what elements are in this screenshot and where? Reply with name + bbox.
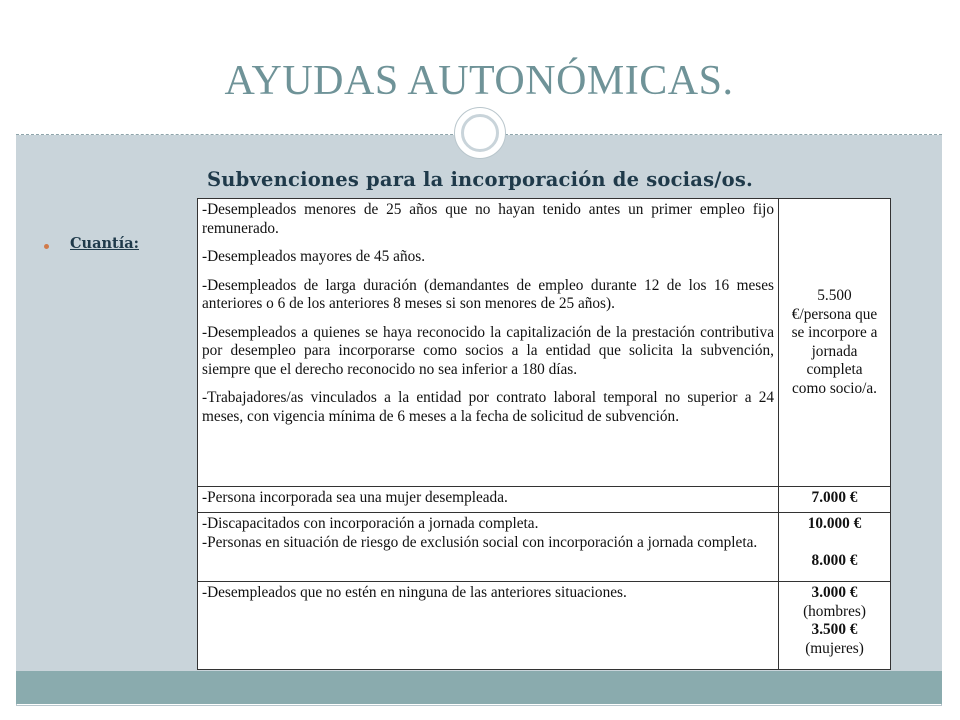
amount-text: 10.000 € <box>807 515 862 532</box>
amount-text: 5.500 <box>817 287 852 304</box>
amount-text: (mujeres) <box>805 639 864 657</box>
requirement-text: -Trabajadores/as vinculados a la entidad por contrato laboral temporal no superior a 24 meses, con vigencia mínima de 6 meses a la fecha de solicitud de subvención. <box>202 389 774 425</box>
amount-text: 3.500 € <box>811 621 858 638</box>
footer-band <box>16 671 942 704</box>
amount-text: como socio/a. <box>792 379 877 397</box>
cuantia-label: Cuantía: <box>70 235 139 252</box>
requirements-cell <box>198 199 779 487</box>
amount-text: se incorpore a <box>791 324 878 341</box>
amount-cell <box>779 513 891 582</box>
amount-text: 3.000 € <box>811 584 858 601</box>
amount-text: jornada <box>811 342 858 360</box>
table-row <box>198 582 891 670</box>
amount-text: €/persona que <box>791 305 878 323</box>
requirement-text: -Desempleados a quienes se haya reconocido la capitalización de la prestación contributiva por desempleo para incorporarse como socios a la entidad que solicita la subvención, siempre que el derecho reconocido no sea inferior a 180 días. <box>202 323 774 378</box>
requirement-text: -Desempleados mayores de 45 años. <box>202 248 426 265</box>
requirements-cell <box>198 487 779 513</box>
requirement-text: -Discapacitados con incorporación a jornada completa. <box>202 515 539 532</box>
requirements-cell <box>198 582 779 670</box>
table-row <box>198 513 891 582</box>
requirement-text: -Persona incorporada sea una mujer desempleada. <box>202 489 508 506</box>
amount-text: 8.000 € <box>811 551 858 569</box>
table-row <box>198 199 891 487</box>
requirement-text: -Personas en situación de riesgo de exclusión social con incorporación a jornada completa. <box>202 533 758 551</box>
amount-text: (hombres) <box>803 602 866 620</box>
amount-cell <box>779 199 891 487</box>
bullet-dot-icon <box>44 244 49 249</box>
amount-text: 7.000 € <box>811 489 858 506</box>
circle-ornament-icon <box>454 107 506 159</box>
subsidy-table <box>197 198 891 670</box>
requirements-cell <box>198 513 779 582</box>
amount-cell <box>779 582 891 670</box>
slide-title: AYUDAS AUTONÓMICAS. <box>224 58 734 104</box>
slide-subtitle: Subvenciones para la incorporación de socias/os. <box>207 168 753 191</box>
amount-text: completa <box>806 361 863 378</box>
requirement-text: -Desempleados que no estén en ninguna de las anteriores situaciones. <box>202 584 627 601</box>
table-row <box>198 487 891 513</box>
amount-cell <box>779 487 891 513</box>
requirement-text: -Desempleados menores de 25 años que no hayan tenido antes un primer empleo fijo remunerado. <box>202 201 774 237</box>
requirement-text: -Desempleados de larga duración (demandantes de empleo durante 12 de los 16 meses anteriores o 6 de los anteriores 8 meses si son menores de 25 años). <box>202 276 774 312</box>
